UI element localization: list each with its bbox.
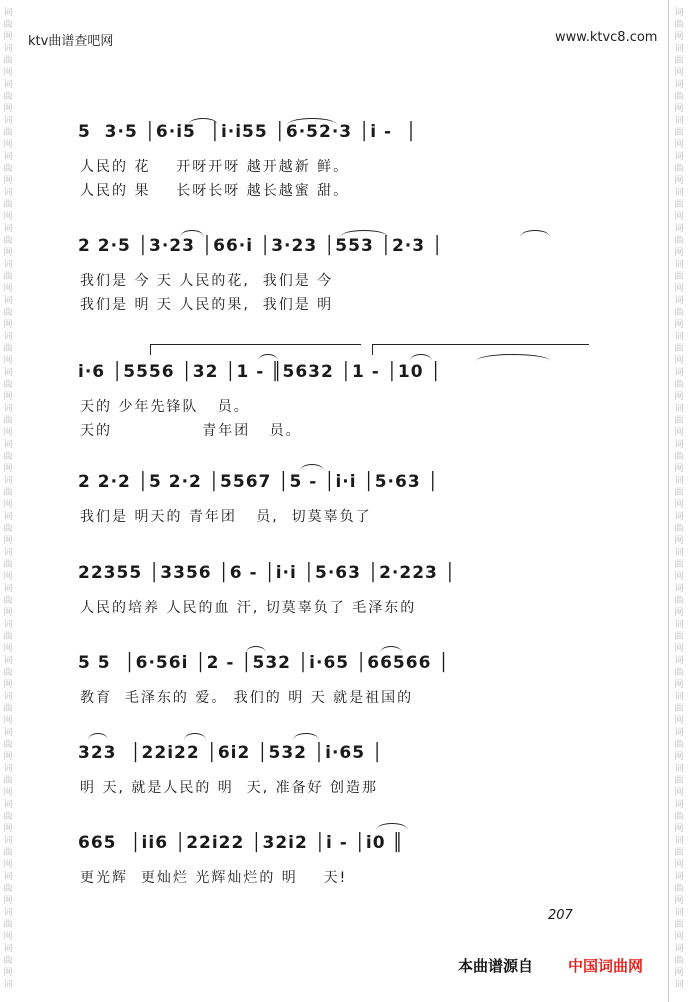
watermark-glyph: 词 — [674, 764, 684, 774]
watermark-glyph: 词 — [674, 728, 684, 738]
watermark-glyph: 曲 — [3, 452, 13, 462]
watermark-glyph: 词 — [674, 836, 684, 846]
watermark-glyph: 词 — [3, 944, 13, 954]
watermark-glyph: 网 — [674, 320, 684, 330]
lyrics-line: 我们是 明天的 青年团 员, 切莫辜负了 — [80, 509, 372, 525]
watermark-glyph: 词 — [674, 548, 684, 558]
watermark-glyph: 网 — [674, 860, 684, 870]
page-number: 207 — [548, 908, 573, 923]
watermark-glyph: 网 — [674, 428, 684, 438]
watermark-glyph: 词 — [3, 620, 13, 630]
watermark-glyph: 曲 — [674, 488, 684, 498]
watermark-glyph: 词 — [674, 8, 684, 18]
watermark-glyph: 词 — [3, 656, 13, 666]
watermark-glyph: 网 — [3, 428, 13, 438]
watermark-glyph: 网 — [674, 932, 684, 942]
watermark-glyph: 网 — [3, 716, 13, 726]
watermark-glyph: 网 — [674, 680, 684, 690]
watermark-glyph: 词 — [3, 332, 13, 342]
watermark-glyph: 网 — [674, 968, 684, 978]
watermark-glyph: 网 — [3, 536, 13, 546]
watermark-glyph: 网 — [674, 104, 684, 114]
watermark-glyph: 曲 — [3, 596, 13, 606]
watermark-glyph: 曲 — [3, 416, 13, 426]
tie-arc — [188, 118, 218, 125]
watermark-glyph: 曲 — [674, 884, 684, 894]
watermark-glyph: 曲 — [674, 920, 684, 930]
watermark-glyph: 词 — [674, 224, 684, 234]
watermark-glyph: 网 — [674, 572, 684, 582]
watermark-glyph: 网 — [3, 140, 13, 150]
watermark-glyph: 网 — [674, 464, 684, 474]
watermark-glyph: 词 — [3, 764, 13, 774]
lyrics-line: 明 天, 就是人民的 明 天, 准备好 创造那 — [80, 780, 379, 796]
lyrics-line: 更光辉 更灿烂 光辉灿烂的 明 天! — [80, 870, 348, 886]
watermark-glyph: 词 — [3, 260, 13, 270]
watermark-glyph: 词 — [3, 440, 13, 450]
watermark-glyph: 曲 — [3, 920, 13, 930]
watermark-glyph: 曲 — [674, 560, 684, 570]
watermark-glyph: 网 — [674, 284, 684, 294]
lyrics-line: 我们是 明 天 人民的果, 我们是 明 — [80, 297, 334, 313]
watermark-glyph: 网 — [674, 608, 684, 618]
watermark-glyph: 曲 — [3, 632, 13, 642]
watermark-glyph: 网 — [3, 788, 13, 798]
watermark-glyph: 词 — [3, 296, 13, 306]
watermark-glyph: 词 — [3, 728, 13, 738]
watermark-glyph: 曲 — [3, 956, 13, 966]
tie-arc — [410, 354, 432, 361]
watermark-glyph: 词 — [3, 980, 13, 990]
lyrics-line: 我们是 今 天 人民的花, 我们是 今 — [80, 273, 334, 289]
watermark-glyph: 词 — [674, 152, 684, 162]
watermark-glyph: 网 — [3, 932, 13, 942]
watermark-glyph: 网 — [674, 140, 684, 150]
watermark-glyph: 曲 — [3, 560, 13, 570]
watermark-glyph: 曲 — [3, 344, 13, 354]
tie-arc — [88, 733, 108, 740]
watermark-glyph: 网 — [3, 464, 13, 474]
watermark-glyph: 网 — [674, 752, 684, 762]
watermark-glyph: 曲 — [674, 200, 684, 210]
watermark-glyph: 网 — [674, 356, 684, 366]
notes-line: 5 3·5 │6·i5 │i·i55 │6·52·3 │i - │ — [78, 122, 418, 142]
watermark-glyph: 网 — [3, 284, 13, 294]
watermark-glyph: 词 — [3, 908, 13, 918]
watermark-glyph: 网 — [3, 752, 13, 762]
tie-arc — [300, 464, 324, 471]
watermark-glyph: 曲 — [3, 884, 13, 894]
source-name: 中国词曲网 — [568, 957, 644, 975]
watermark-glyph: 网 — [674, 896, 684, 906]
watermark-glyph: 曲 — [674, 848, 684, 858]
watermark-glyph: 曲 — [674, 308, 684, 318]
watermark-glyph: 网 — [3, 572, 13, 582]
tie-arc — [293, 733, 319, 740]
watermark-glyph: 词 — [674, 872, 684, 882]
watermark-glyph: 词 — [674, 440, 684, 450]
left-watermark-strip — [0, 0, 20, 1002]
watermark-glyph: 网 — [674, 212, 684, 222]
watermark-glyph: 网 — [3, 608, 13, 618]
watermark-glyph: 曲 — [674, 380, 684, 390]
watermark-glyph: 曲 — [3, 20, 13, 30]
watermark-glyph: 词 — [3, 224, 13, 234]
watermark-glyph: 词 — [3, 188, 13, 198]
lyrics-line: 人民的 花 开呀开呀 越开越新 鲜。 — [80, 159, 350, 175]
watermark-glyph: 网 — [674, 824, 684, 834]
lyrics-line: 教育 毛泽东的 爱。 我们的 明 天 就是祖国的 — [80, 690, 414, 706]
watermark-glyph: 网 — [674, 68, 684, 78]
watermark-glyph: 词 — [3, 872, 13, 882]
watermark-glyph: 曲 — [3, 56, 13, 66]
volta-bracket — [372, 344, 589, 355]
watermark-glyph: 曲 — [674, 704, 684, 714]
watermark-glyph: 网 — [674, 716, 684, 726]
watermark-glyph: 网 — [3, 392, 13, 402]
watermark-glyph: 曲 — [3, 272, 13, 282]
watermark-glyph: 网 — [674, 500, 684, 510]
watermark-glyph: 词 — [3, 152, 13, 162]
watermark-glyph: 网 — [3, 824, 13, 834]
tie-arc — [476, 354, 550, 361]
watermark-glyph: 网 — [3, 644, 13, 654]
watermark-glyph: 曲 — [674, 344, 684, 354]
watermark-glyph: 曲 — [674, 416, 684, 426]
watermark-glyph: 曲 — [3, 164, 13, 174]
watermark-glyph: 曲 — [674, 632, 684, 642]
watermark-glyph: 词 — [674, 656, 684, 666]
watermark-glyph: 曲 — [3, 668, 13, 678]
watermark-glyph: 网 — [3, 212, 13, 222]
tie-arc — [287, 118, 337, 125]
watermark-glyph: 网 — [674, 32, 684, 42]
lyrics-line: 天的 少年先锋队 员。 — [80, 399, 250, 415]
lyrics-line: 人民的培养 人民的血 汗, 切莫辜负了 毛泽东的 — [80, 600, 417, 616]
watermark-glyph: 网 — [674, 536, 684, 546]
watermark-glyph: 词 — [674, 404, 684, 414]
watermark-glyph: 曲 — [3, 236, 13, 246]
watermark-glyph: 网 — [3, 896, 13, 906]
notes-line: 323 │22i22 │6i2 │532 │i·65 │ — [78, 743, 384, 763]
watermark-glyph: 网 — [3, 320, 13, 330]
notes-line: 2 2·2 │5 2·2 │5567 │5 - │i·i │5·63 │ — [78, 472, 439, 492]
watermark-glyph: 词 — [3, 80, 13, 90]
watermark-glyph: 网 — [674, 248, 684, 258]
watermark-glyph: 词 — [674, 188, 684, 198]
lyrics-line: 天的 青年团 员。 — [80, 423, 302, 439]
watermark-glyph: 曲 — [674, 524, 684, 534]
watermark-glyph: 网 — [3, 68, 13, 78]
tie-arc — [340, 230, 388, 237]
watermark-glyph: 网 — [3, 104, 13, 114]
watermark-glyph: 曲 — [674, 272, 684, 282]
site-name-left: ktv曲谱查吧网 — [28, 34, 114, 49]
watermark-glyph: 词 — [674, 116, 684, 126]
watermark-glyph: 网 — [3, 968, 13, 978]
tie-arc — [180, 230, 204, 237]
watermark-glyph: 曲 — [3, 704, 13, 714]
tie-arc — [380, 646, 402, 653]
watermark-glyph: 网 — [674, 644, 684, 654]
watermark-glyph: 词 — [3, 116, 13, 126]
watermark-glyph: 词 — [674, 80, 684, 90]
watermark-glyph: 网 — [3, 356, 13, 366]
watermark-glyph: 曲 — [674, 56, 684, 66]
watermark-glyph: 曲 — [3, 488, 13, 498]
watermark-glyph: 曲 — [674, 740, 684, 750]
watermark-glyph: 曲 — [674, 956, 684, 966]
watermark-glyph: 词 — [3, 44, 13, 54]
watermark-glyph: 词 — [674, 692, 684, 702]
right-watermark-strip — [668, 0, 689, 1002]
watermark-glyph: 词 — [674, 332, 684, 342]
watermark-glyph: 网 — [674, 392, 684, 402]
watermark-glyph: 曲 — [3, 380, 13, 390]
watermark-glyph: 词 — [3, 404, 13, 414]
watermark-glyph: 曲 — [3, 812, 13, 822]
watermark-glyph: 词 — [674, 944, 684, 954]
watermark-glyph: 词 — [674, 260, 684, 270]
watermark-glyph: 曲 — [3, 308, 13, 318]
notes-line: 22355 │3356 │6 - │i·i │5·63 │2·223 │ — [78, 563, 457, 583]
watermark-glyph: 网 — [3, 248, 13, 258]
watermark-glyph: 曲 — [3, 128, 13, 138]
watermark-glyph: 曲 — [674, 668, 684, 678]
source-prefix: 本曲谱源自 — [458, 957, 534, 975]
tie-arc — [376, 823, 408, 830]
watermark-glyph: 词 — [674, 980, 684, 990]
watermark-glyph: 词 — [3, 548, 13, 558]
watermark-glyph: 词 — [674, 368, 684, 378]
watermark-glyph: 词 — [674, 800, 684, 810]
site-url-right: www.ktvc8.com — [555, 30, 658, 45]
notes-line: 2 2·5 │3·23 │66·i │3·23 │553 │2·3 │ — [78, 236, 444, 256]
watermark-glyph: 词 — [3, 836, 13, 846]
watermark-glyph: 网 — [3, 32, 13, 42]
notes-line: 665 │ii6 │22i22 │32i2 │i - │i0 ║ — [78, 833, 404, 853]
tie-arc — [520, 230, 550, 237]
watermark-glyph: 词 — [674, 620, 684, 630]
watermark-glyph: 网 — [674, 788, 684, 798]
watermark-glyph: 曲 — [674, 596, 684, 606]
watermark-glyph: 词 — [674, 584, 684, 594]
tie-arc — [184, 733, 206, 740]
watermark-glyph: 曲 — [674, 236, 684, 246]
watermark-glyph: 曲 — [3, 848, 13, 858]
watermark-glyph: 曲 — [674, 164, 684, 174]
lyrics-line: 人民的 果 长呀长呀 越长越蜜 甜。 — [80, 183, 350, 199]
watermark-glyph: 词 — [674, 512, 684, 522]
watermark-glyph: 曲 — [3, 92, 13, 102]
watermark-glyph: 曲 — [674, 452, 684, 462]
watermark-glyph: 词 — [674, 908, 684, 918]
watermark-glyph: 曲 — [674, 776, 684, 786]
watermark-glyph: 曲 — [674, 812, 684, 822]
watermark-glyph: 曲 — [3, 776, 13, 786]
watermark-glyph: 词 — [3, 800, 13, 810]
watermark-glyph: 网 — [674, 176, 684, 186]
watermark-glyph: 词 — [674, 296, 684, 306]
watermark-glyph: 曲 — [3, 740, 13, 750]
watermark-glyph: 网 — [3, 500, 13, 510]
tie-arc — [258, 354, 278, 361]
watermark-glyph: 网 — [3, 860, 13, 870]
watermark-glyph: 词 — [3, 584, 13, 594]
tie-arc — [246, 646, 266, 653]
watermark-glyph: 词 — [3, 476, 13, 486]
watermark-glyph: 词 — [3, 512, 13, 522]
watermark-glyph: 词 — [3, 692, 13, 702]
watermark-glyph: 词 — [3, 8, 13, 18]
watermark-glyph: 曲 — [674, 128, 684, 138]
watermark-glyph: 曲 — [3, 200, 13, 210]
notes-line: 5 5 │6·56i │2 - │532 │i·65 │66566 │ — [78, 653, 450, 673]
watermark-glyph: 曲 — [674, 20, 684, 30]
watermark-glyph: 曲 — [674, 92, 684, 102]
watermark-glyph: 词 — [674, 476, 684, 486]
volta-bracket — [150, 344, 361, 355]
watermark-glyph: 词 — [674, 44, 684, 54]
watermark-glyph: 网 — [3, 176, 13, 186]
watermark-glyph: 网 — [3, 680, 13, 690]
notes-line: i·6 │5556 │32 │1 - ║5632 │1 - │10 │ — [78, 362, 442, 382]
watermark-glyph: 曲 — [3, 524, 13, 534]
watermark-glyph: 词 — [3, 368, 13, 378]
